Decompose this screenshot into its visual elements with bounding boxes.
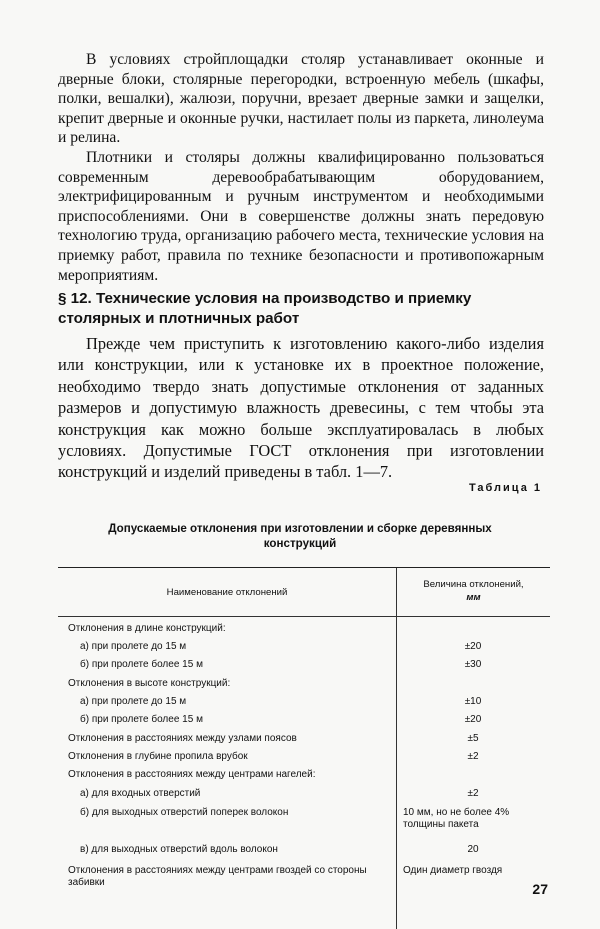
row-name: Отклонения в высоте конструкций: [68,678,231,689]
row-name: а) для входных отверстий [80,788,201,799]
table-title: Допускаемые отклонения при изготовлении и сборке деревянных конструкций [108,522,492,550]
row-value: 10 мм, но не более 4% толщины пакета [403,807,510,830]
section-paragraph: Прежде чем приступить к изготовлению какого-либо изделия или конструкции, или к установке их в проектное положение, необходимо твердо знать допустимые отклонения от заданных размеров и допустимую влажность древесины, с тем чтобы эта конструкция как можно больше эксплуатировалась в любых условиях. Допустимые ГОСТ отклонения при изготовлении конструкций и изделий приведены в табл. 1—7. [58,334,544,482]
row-name: Отклонения в длине конструкций: [68,623,226,634]
table-body [58,617,550,929]
col-name-header: Наименование отклонений [58,568,397,616]
row-name: Отклонения в расстояниях между центрами нагелей: [68,769,316,780]
table-header [58,568,550,617]
row-value: Один диаметр гвоздя [403,865,503,876]
row-name: Отклонения в расстояниях между центрами гвоздей со стороны забивки [68,865,367,888]
row-value: ±30 [464,659,482,670]
row-name: а) при пролете до 15 м [80,696,187,707]
col-value-header-text: Величина отклонений, [423,579,524,590]
row-name: б) при пролете более 15 м [80,659,203,670]
column-divider [396,617,397,929]
row-name: Отклонения в расстояниях между узлами поясов [68,733,297,744]
row-name: а) при пролете до 15 м [80,641,187,652]
intro-paragraph-1: В условиях стройплощадки столяр устанавливает оконные и дверные блоки, столярные перегородки, встроенную мебель (шкафы, полки, вешалки), жалюзи, поручни, врезает дверные замки и защелки, крепит дверные и оконные ручки, настилает полы из паркета, линолеума и релина. [58,51,544,147]
deviations-table [58,567,550,929]
table-label: Таблица 1 [468,482,542,494]
page-number: 27 [532,881,548,897]
col-value-unit: мм [466,592,481,603]
row-value: ±2 [467,788,479,799]
row-name: б) для выходных отверстий поперек волокон [80,807,289,818]
row-value: ±20 [464,714,482,725]
row-name: б) при пролете более 15 м [80,714,203,725]
col-value-header [397,568,550,616]
section-heading: § 12. Технические условия на производство и приемку столярных и плотничных работ [58,290,472,327]
row-value: ±10 [464,696,482,707]
row-value: ±20 [464,641,482,652]
row-value: ±5 [467,733,479,744]
row-value: ±2 [467,751,479,762]
row-name: в) для выходных отверстий вдоль волокон [80,844,278,855]
intro-paragraph-2: Плотники и столяры должны квалифицированно пользоваться современным деревообрабатывающим оборудованием, электрифицированным и ручным инструментом и необходимыми приспособлениями. Они в совершенстве должны знать передовую технологию труда, организацию рабочего места, технические условия на приемку работ, правила по технике безопасности и противопожарным мероприятиям. [58,149,544,284]
row-name: Отклонения в глубине пропила врубок [68,751,248,762]
row-value: 20 [467,844,479,855]
